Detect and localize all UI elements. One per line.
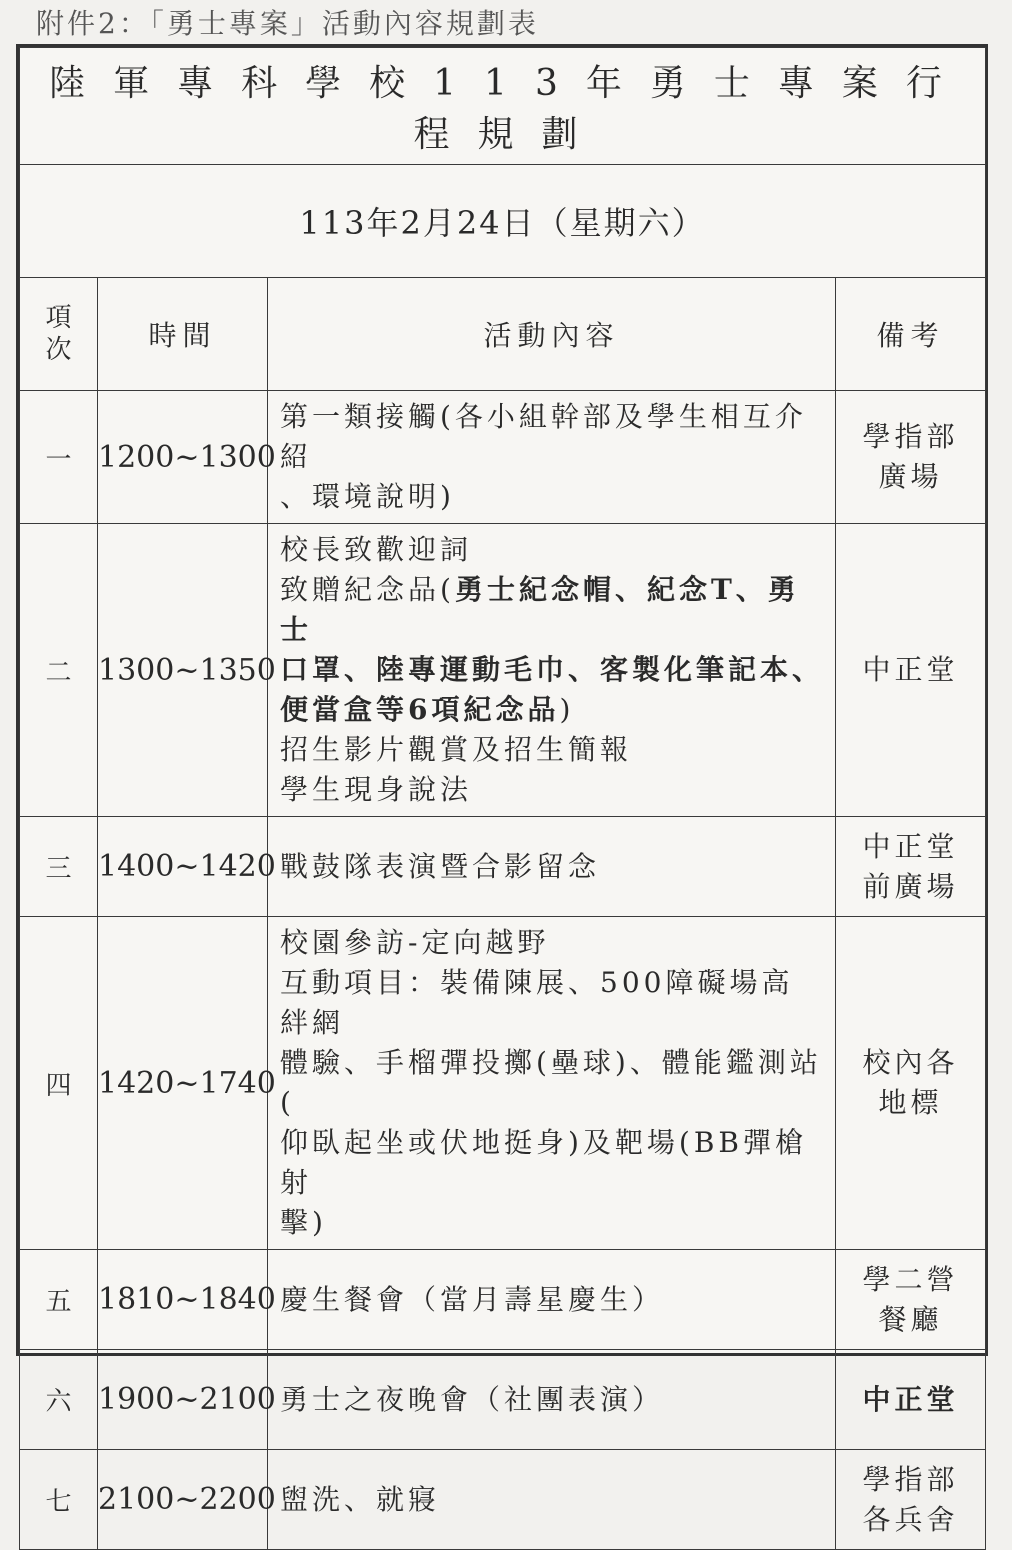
event-date: 113年2月24日（星期六） [20, 165, 986, 278]
row-time: 1400~1420 [98, 817, 268, 917]
attachment-label: 附件2：「勇士專案」活動內容規劃表 [36, 7, 539, 40]
table-row [20, 1450, 986, 1550]
table-row [20, 391, 986, 524]
row-note: 中正堂 [836, 524, 986, 817]
row-index: 一 [20, 391, 98, 524]
row-time: 2100~2200 [98, 1450, 268, 1550]
header-content: 活動內容 [268, 278, 836, 391]
table-row [20, 817, 986, 917]
row-content: 盥洗、就寢 [268, 1450, 836, 1550]
row-content: 慶生餐會（當月壽星慶生） [268, 1250, 836, 1350]
header-note: 備考 [836, 278, 986, 391]
document-title: 陸軍專科學校113年勇士專案行程規劃 [20, 48, 986, 165]
row-time: 1420~1740 [98, 917, 268, 1250]
row-content: 勇士之夜晚會（社團表演） [268, 1350, 836, 1450]
row-time: 1200~1300 [98, 391, 268, 524]
row-time: 1300~1350 [98, 524, 268, 817]
row-note: 學二營 餐廳 [836, 1250, 986, 1350]
schedule-sheet [16, 44, 988, 1536]
row-index: 七 [20, 1450, 98, 1550]
row-index: 四 [20, 917, 98, 1250]
row-index: 五 [20, 1250, 98, 1350]
table-row [20, 917, 986, 1250]
row-content: 校園參訪-定向越野 互動項目：裝備陳展、500障礙場高絆網 體驗、手榴彈投擲(壘球)、體能鑑測站( 仰臥起坐或伏地挺身)及靶場(BB彈槍射 擊) [268, 917, 836, 1250]
row-content: 校長致歡迎詞 致贈紀念品(勇士紀念帽、紀念T、勇士 口罩、陸專運動毛巾、客製化筆記本、 便當盒等6項紀念品) 招生影片觀賞及招生簡報 學生現身說法 [268, 524, 836, 817]
row-note: 學指部 各兵舍 [836, 1450, 986, 1550]
header-time: 時間 [98, 278, 268, 391]
row-index: 三 [20, 817, 98, 917]
header-index: 項次 [20, 278, 98, 391]
row-content: 第一類接觸(各小組幹部及學生相互介紹 、環境說明) [268, 391, 836, 524]
row-note: 中正堂 [836, 1350, 986, 1450]
row-time: 1900~2100 [98, 1350, 268, 1450]
row-index: 二 [20, 524, 98, 817]
row-note: 中正堂 前廣場 [836, 817, 986, 917]
header-row [20, 278, 986, 391]
row-index: 六 [20, 1350, 98, 1450]
row-time: 1810~1840 [98, 1250, 268, 1350]
row-note: 學指部 廣場 [836, 391, 986, 524]
schedule-table [19, 47, 986, 1550]
table-row [20, 1250, 986, 1350]
row-content: 戰鼓隊表演暨合影留念 [268, 817, 836, 917]
table-row [20, 1350, 986, 1450]
row-note: 校內各 地標 [836, 917, 986, 1250]
table-row [20, 524, 986, 817]
